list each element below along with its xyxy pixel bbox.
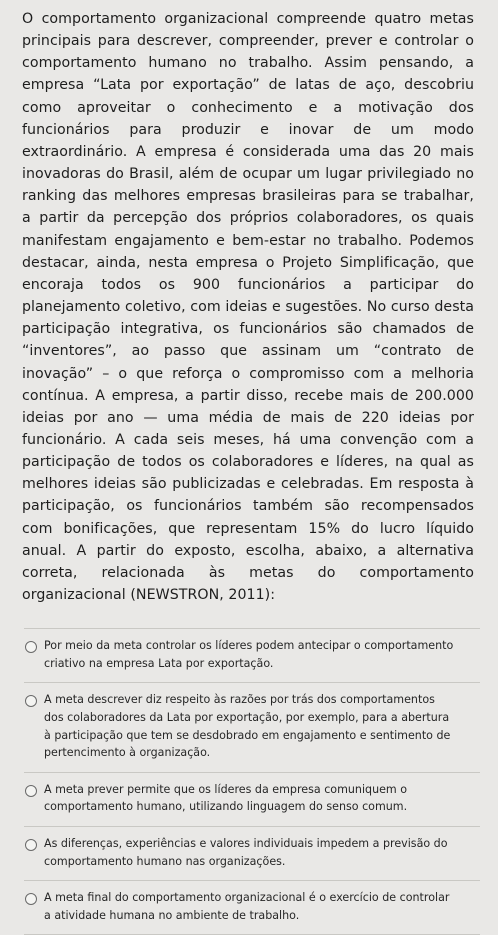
question-text: O comportamento organizacional compreende quatro metas principais para descrever, compreender, prever e controlar o comportamento humano no trabalho. Assim pensando, a empresa “Lata por exportação” de latas de aço, descobriu como aproveitar o conhecimento e a motivação dos funcionários para produzir e inovar de um modo extraordinário. A empresa é considerada uma das 20 mais inovadoras do Brasil, além de ocupar um lugar privilegiado no ranking das melhores empresas brasileiras para se trabalhar, a partir da percepção dos próprios colaboradores, os quais manifestam engajamento e bem-estar no trabalho. Podemos destacar, ainda, nesta empresa o Projeto Simplificação, que encoraja todos os 900 funcionários a participar do planejamento coletivo, com ideias e sugestões. No curso desta participação integrativa, os funcionários são chamados de “inventores”, ao passo que assinam um “contrato de inovação” – o que reforça o compromisso com a melhoria contínua. A empresa, a partir disso, recebe mais de 200.000 ideias por ano — uma média de mais de 220 ideias por funcionário. A cada seis meses, há uma convenção com a participação de todos os colaboradores e líderes, na qual as melhores ideias são publicizadas e celebradas. Em resposta à participação, os funcionários também são recompensados com bonificações, que representam 15% do lucro líquido anual. A partir do exposto, escolha, abaixo, a alternativa correta, relacionada às metas do comportamento organizacional (NEWSTRON, 2011): [22,11,474,604]
option-c-text: A meta prever permite que os líderes da empresa comuniquem o comportamento humano, utilizando linguagem do senso comum. [44,782,408,814]
option-d-text: As diferenças, experiências e valores individuais impedem a previsão do comportamento humano nas organizações. [44,836,448,868]
option-e[interactable] [22,881,474,934]
option-d[interactable] [22,827,474,880]
radio-button-c[interactable] [25,785,37,797]
spacer [22,606,474,628]
option-e-text: A meta final do comportamento organizacional é o exercício de controlar a atividade humana no ambiente de trabalho. [44,891,450,922]
option-a[interactable] [22,629,474,682]
radio-button-b[interactable] [25,695,37,707]
options-list [22,628,474,935]
option-c[interactable] [22,773,474,826]
radio-button-a[interactable] [25,641,37,653]
option-b[interactable] [22,683,474,771]
radio-button-e[interactable] [25,893,37,905]
option-b-text: A meta descrever diz respeito às razões por trás dos comportamentos dos colaboradores da Lata por exportação, por exemplo, para a abertura à participação que tem se desdobrado em engajamento e sentimento de pertencimento à organização. [44,693,451,760]
option-a-text: Por meio da meta controlar os líderes podem antecipar o comportamento criativo na empresa Lata por exportação. [44,639,454,670]
radio-button-d[interactable] [25,839,37,851]
